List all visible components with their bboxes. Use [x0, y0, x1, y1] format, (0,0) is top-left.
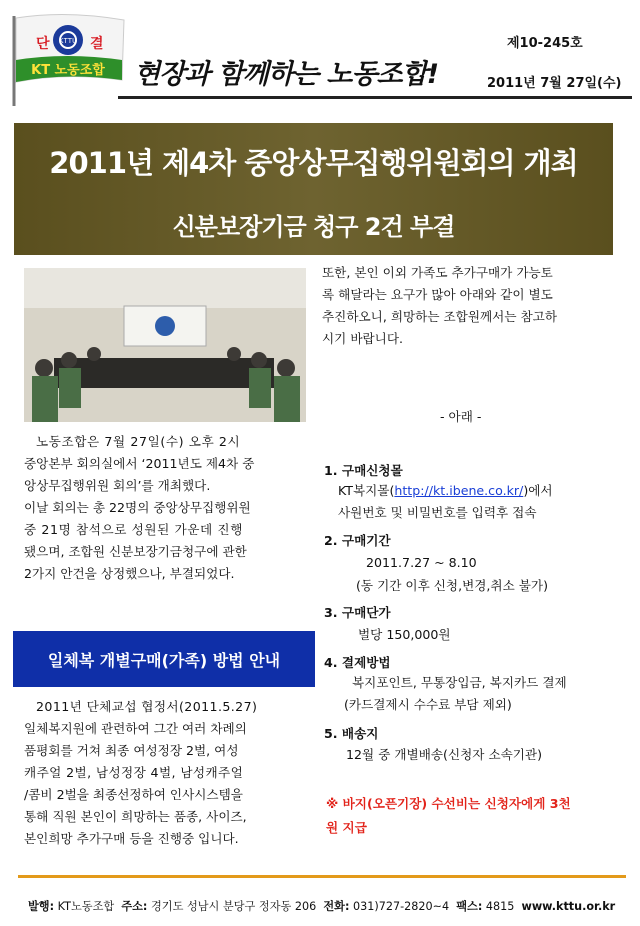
item4-heading: 4. 결제방법: [324, 655, 391, 670]
text-line: 중 21명 참석으로 성원된 가운데 진행: [24, 522, 243, 537]
text-line: 2가지 안건을 상정했으나, 부결되었다.: [24, 566, 235, 581]
issue-number: 제10-245호: [507, 36, 583, 51]
text-line: 이날 회의는 총 22명의 중앙상무집행위원: [24, 500, 251, 515]
main-title: 2011년 제4차 중앙상무집행위원회의 개최: [49, 146, 578, 180]
footer-rule: [18, 875, 626, 878]
item4-line2: (카드결제시 수수료 부담 제외): [344, 697, 512, 712]
issue-date: 2011년 7월 27일(수): [487, 76, 622, 91]
below-marker: - 아래 -: [440, 409, 482, 424]
text-line: 앙상무집행위원 회의’를 개최했다.: [24, 478, 211, 493]
svg-text:결: 결: [90, 36, 104, 52]
text-line: 본인희망 추가구매 등을 진행중 입니다.: [24, 831, 239, 846]
note-line2: 원 지급: [326, 820, 367, 835]
website-link[interactable]: www.kttu.or.kr: [521, 900, 616, 913]
section-heading: 일체복 개별구매(가족) 방법 안내: [47, 651, 281, 670]
article1-paragraph: [24, 431, 254, 585]
item2-line1: 2011.7.27 ~ 8.10: [366, 555, 477, 570]
mall-link[interactable]: http://kt.ibene.co.kr/: [394, 483, 524, 498]
text-line: 록 해달라는 요구가 많아 아래와 같이 별도: [322, 287, 553, 302]
item5-line1: 12월 중 개별배송(신청자 소속기관): [346, 747, 543, 762]
item2-line2: (동 기간 이후 신청,변경,취소 불가): [356, 578, 548, 593]
text-line: 중앙본부 회의실에서 ‘2011년도 제4차 중: [24, 456, 255, 471]
text-line: /콤비 2벌을 최종선정하여 인사시스템을: [24, 787, 243, 802]
article2-paragraph: [24, 696, 257, 850]
item1-heading: 1. 구매신청몰: [324, 463, 403, 478]
text-line: 추진하오니, 희망하는 조합원께서는 참고하: [322, 309, 557, 324]
text-line: 품평회를 거쳐 최종 여성정장 2벌, 여성: [24, 743, 239, 758]
right-intro: [322, 262, 557, 350]
item5-heading: 5. 배송지: [324, 726, 379, 741]
item3-line1: 벌당 150,000원: [358, 627, 451, 642]
union-flag-logo: [6, 10, 128, 108]
item4-line1: 복지포인트, 무통장입금, 복지카드 결제: [352, 675, 567, 690]
text-line: 캐주얼 2벌, 남성정장 4벌, 남성캐주얼: [24, 765, 244, 780]
text-line: 됐으며, 조합원 신분보장기금청구에 관한: [24, 544, 247, 559]
sub-title: 신분보장기금 청구 2건 부결: [172, 213, 455, 241]
svg-text:단: 단: [36, 36, 50, 52]
item1-line2: 사원번호 및 비밀번호를 입력후 접속: [338, 505, 537, 520]
text-line: 2011년 단체교섭 협정서(2011.5.27): [36, 699, 258, 714]
footer: 발행: KT노동조합 주소: 경기도 성남시 분당구 정자동 206 전화: 031)727-2820~4 팩스: 4815 www.kttu.or.kr: [28, 900, 616, 913]
item2-heading: 2. 구매기간: [324, 533, 391, 548]
note-line1: ※ 바지(오픈기장) 수선비는 신청자에게 3천: [326, 796, 571, 811]
header-rule: [118, 96, 632, 99]
text-line: 또한, 본인 이외 가족도 추가구매가 가능토: [322, 265, 553, 280]
header-slogan: 현장과 함께하는 노동조합!: [134, 59, 439, 90]
svg-text:KT 노동조합: KT 노동조합: [31, 63, 105, 78]
text-line: 시기 바랍니다.: [322, 331, 403, 346]
text-line: 일체복지원에 관련하여 그간 여러 차례의: [24, 721, 247, 736]
text-line: 노동조합은 7월 27일(수) 오후 2시: [36, 434, 241, 449]
item1-line1: KT복지몰(http://kt.ibene.co.kr/)에서: [338, 483, 553, 498]
item3-heading: 3. 구매단가: [324, 605, 391, 620]
meeting-photo: [24, 268, 306, 422]
svg-text:KTTU: KTTU: [58, 38, 78, 45]
text-line: 통해 직원 본인이 희망하는 품종, 사이즈,: [24, 809, 247, 824]
